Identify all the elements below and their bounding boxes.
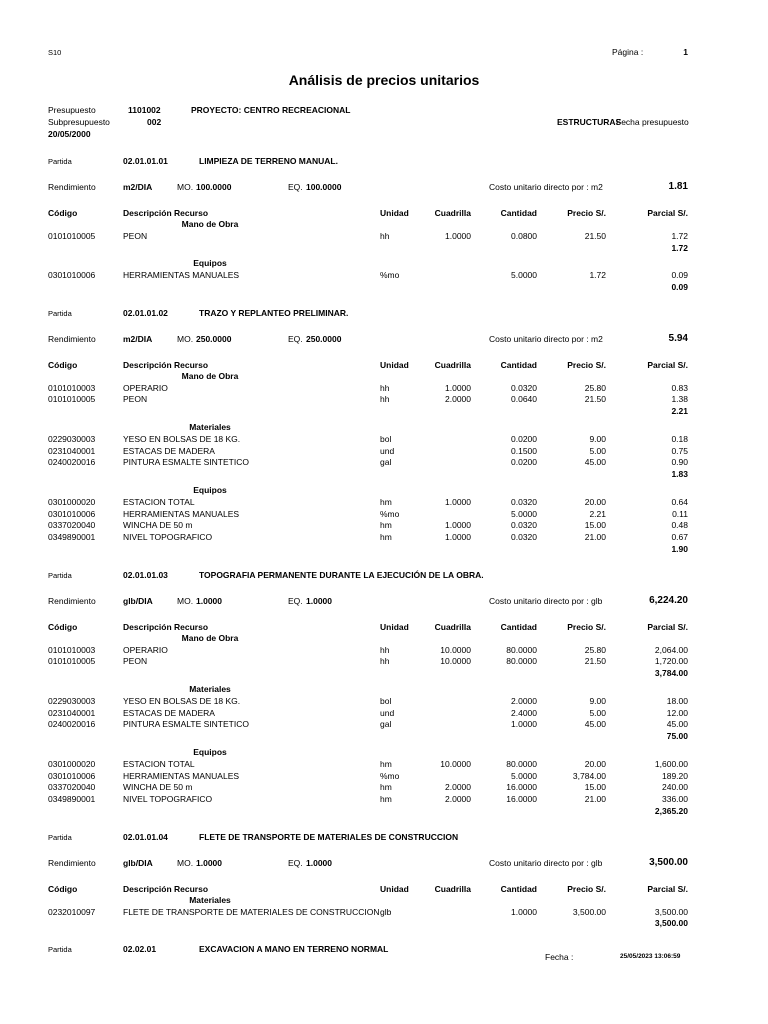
item-parcial: 0.48 xyxy=(671,520,688,531)
item-code: 0101010005 xyxy=(48,230,96,241)
item-desc: OPERARIO xyxy=(123,644,168,655)
item-parcial: 189.20 xyxy=(662,770,688,781)
col-unidad: Unidad xyxy=(380,621,409,632)
item-precio: 21.50 xyxy=(584,230,606,241)
item-desc: OPERARIO xyxy=(123,382,168,393)
item-code: 0101010003 xyxy=(48,644,96,655)
item-desc: PEON xyxy=(123,230,148,241)
mo-label: MO. xyxy=(177,182,194,192)
unit-cost: 3,500.00 xyxy=(649,856,688,868)
fecha-presupuesto-label: Fecha presupuesto xyxy=(616,117,689,127)
eq-value: 100.0000 xyxy=(306,182,342,192)
item-desc: PEON xyxy=(123,394,148,405)
item-cantidad: 0.0320 xyxy=(511,520,537,531)
item-precio: 25.80 xyxy=(584,382,606,393)
subpresupuesto-name: ESTRUCTURAS xyxy=(557,117,622,127)
item-cuadrilla: 10.0000 xyxy=(440,758,471,769)
col-descripcion: Descripción Recurso xyxy=(123,883,209,894)
item-cantidad: 80.0000 xyxy=(506,656,537,667)
item-code: 0101010005 xyxy=(48,394,96,405)
item-cuadrilla: 1.0000 xyxy=(445,520,471,531)
item-desc: PEON xyxy=(123,656,148,667)
eq-value: 1.0000 xyxy=(306,595,332,606)
item-precio: 5.00 xyxy=(589,707,606,718)
col-cantidad: Cantidad xyxy=(500,208,537,218)
group-title: Mano de Obra xyxy=(181,370,239,381)
col-descripcion: Descripción Recurso xyxy=(123,208,209,218)
item-cantidad: 80.0000 xyxy=(506,758,537,769)
item-unit: hm xyxy=(380,794,392,805)
group-title: Mano de Obra xyxy=(181,219,239,229)
group-subtotal: 1.72 xyxy=(671,242,688,253)
item-desc: NIVEL TOPOGRAFICO xyxy=(123,794,213,805)
project-name: PROYECTO: CENTRO RECREACIONAL xyxy=(191,105,351,115)
rendimiento-unit: glb/DIA xyxy=(123,595,153,606)
col-unidad: Unidad xyxy=(380,883,409,894)
eq-label: EQ. xyxy=(288,182,303,192)
col-cuadrilla: Cuadrilla xyxy=(434,359,471,370)
col-descripcion: Descripción Recurso xyxy=(123,621,209,632)
rendimiento-unit: glb/DIA xyxy=(123,857,153,868)
group-title: Materiales xyxy=(189,422,231,432)
item-cantidad: 80.0000 xyxy=(506,644,537,655)
partida-code: 02.02.01 xyxy=(123,944,157,955)
item-unit: hh xyxy=(380,656,390,667)
group-subtotal: 3,500.00 xyxy=(654,918,688,929)
item-cuadrilla: 2.0000 xyxy=(445,394,471,405)
rendimiento-label: Rendimiento xyxy=(48,595,96,606)
partida-code: 02.01.01.01 xyxy=(123,156,168,166)
item-parcial: 240.00 xyxy=(662,782,688,793)
item-precio: 21.50 xyxy=(584,394,606,405)
unit-cost: 5.94 xyxy=(668,332,688,344)
col-unidad: Unidad xyxy=(380,359,409,370)
rendimiento-label: Rendimiento xyxy=(48,182,96,192)
item-unit: und xyxy=(380,707,395,718)
item-desc: NIVEL TOPOGRAFICO xyxy=(123,532,213,543)
col-cuadrilla: Cuadrilla xyxy=(434,621,471,632)
eq-label: EQ. xyxy=(288,857,303,868)
item-precio: 5.00 xyxy=(589,445,606,456)
partida-name: TOPOGRAFIA PERMANENTE DURANTE LA EJECUCIÓN DE LA OBRA. xyxy=(199,569,484,580)
col-precio: Precio S/. xyxy=(567,208,606,218)
mo-label: MO. xyxy=(177,857,194,868)
group-subtotal: 2,365.20 xyxy=(654,806,688,816)
page-title: Análisis de precios unitarios xyxy=(288,72,480,88)
item-cuadrilla: 10.0000 xyxy=(440,644,471,655)
item-code: 0301010006 xyxy=(48,270,96,281)
item-cuadrilla: 1.0000 xyxy=(445,496,471,507)
item-unit: hh xyxy=(380,382,390,393)
item-parcial: 0.67 xyxy=(671,532,688,543)
item-parcial: 1.38 xyxy=(671,394,688,405)
partida-code: 02.01.01.04 xyxy=(123,831,168,842)
item-code: 0231040001 xyxy=(48,707,96,718)
eq-label: EQ. xyxy=(288,595,303,606)
col-parcial: Parcial S/. xyxy=(647,359,688,370)
item-cuadrilla: 1.0000 xyxy=(445,532,471,543)
mo-value: 250.0000 xyxy=(196,333,232,344)
col-descripcion: Descripción Recurso xyxy=(123,359,209,370)
cost-label: Costo unitario directo por : glb xyxy=(489,595,603,606)
item-unit: gal xyxy=(380,457,392,468)
item-unit: hm xyxy=(380,758,392,769)
item-cuadrilla: 1.0000 xyxy=(445,382,471,393)
item-unit: glb xyxy=(380,906,392,917)
group-title: Equipos xyxy=(193,747,227,757)
item-unit: %mo xyxy=(380,770,400,781)
subpresupuesto-code: 002 xyxy=(147,117,162,127)
presupuesto-code: 1101002 xyxy=(128,105,161,115)
col-codigo: Código xyxy=(48,621,78,632)
group-subtotal: 0.09 xyxy=(671,282,688,292)
item-unit: hm xyxy=(380,782,392,793)
col-precio: Precio S/. xyxy=(567,621,606,632)
item-desc: YESO EN BOLSAS DE 18 KG. xyxy=(123,433,241,444)
item-cantidad: 1.0000 xyxy=(511,906,537,917)
item-desc: YESO EN BOLSAS DE 18 KG. xyxy=(123,695,241,706)
item-parcial: 0.83 xyxy=(671,382,688,393)
col-codigo: Código xyxy=(48,208,78,218)
item-cantidad: 16.0000 xyxy=(506,782,537,793)
group-title: Materiales xyxy=(189,684,231,694)
unit-cost: 1.81 xyxy=(668,181,688,192)
partida-code: 02.01.01.02 xyxy=(123,307,168,318)
rendimiento-label: Rendimiento xyxy=(48,857,96,868)
mo-label: MO. xyxy=(177,595,194,606)
item-cantidad: 16.0000 xyxy=(506,794,537,805)
col-parcial: Parcial S/. xyxy=(647,883,688,894)
item-cantidad: 0.1500 xyxy=(511,445,537,456)
partida-name: FLETE DE TRANSPORTE DE MATERIALES DE CONSTRUCCION xyxy=(199,831,459,842)
item-precio: 1.72 xyxy=(589,270,606,281)
item-code: 0349890001 xyxy=(48,532,96,543)
item-unit: bol xyxy=(380,695,392,706)
footer-fecha: 25/05/2023 13:06:59 xyxy=(620,953,681,960)
item-desc: HERRAMIENTAS MANUALES xyxy=(123,508,240,519)
partida-label: Partida xyxy=(48,308,72,318)
cost-label: Costo unitario directo por : m2 xyxy=(489,333,603,344)
col-precio: Precio S/. xyxy=(567,883,606,894)
item-parcial: 1,600.00 xyxy=(654,758,688,769)
group-title: Mano de Obra xyxy=(181,632,239,643)
item-code: 0301010006 xyxy=(48,508,96,519)
item-code: 0301000020 xyxy=(48,496,96,507)
item-parcial: 45.00 xyxy=(666,719,688,730)
item-precio: 45.00 xyxy=(584,719,606,730)
item-precio: 15.00 xyxy=(584,520,606,531)
item-cantidad: 0.0320 xyxy=(511,532,537,543)
footer-fecha-label: Fecha : xyxy=(545,952,574,962)
rendimiento-unit: m2/DIA xyxy=(123,182,153,192)
item-desc: FLETE DE TRANSPORTE DE MATERIALES DE CONSTRUCCION xyxy=(123,906,380,917)
item-precio: 21.50 xyxy=(584,656,606,667)
item-cantidad: 5.0000 xyxy=(511,270,537,281)
item-precio: 9.00 xyxy=(589,695,606,706)
item-precio: 9.00 xyxy=(589,433,606,444)
item-precio: 20.00 xyxy=(584,758,606,769)
col-precio: Precio S/. xyxy=(567,359,606,370)
fecha-presupuesto: 20/05/2000 xyxy=(48,129,91,139)
col-cuadrilla: Cuadrilla xyxy=(434,883,471,894)
item-unit: %mo xyxy=(380,270,400,281)
item-code: 0337020040 xyxy=(48,520,96,531)
item-parcial: 18.00 xyxy=(666,695,688,706)
col-codigo: Código xyxy=(48,883,78,894)
partida-label: Partida xyxy=(48,945,72,955)
item-code: 0337020040 xyxy=(48,782,96,793)
rendimiento-unit: m2/DIA xyxy=(123,333,153,344)
mo-value: 1.0000 xyxy=(196,857,222,868)
page-number: 1 xyxy=(683,47,688,57)
partida-label: Partida xyxy=(48,570,72,580)
item-cantidad: 0.0320 xyxy=(511,382,537,393)
item-parcial: 3,500.00 xyxy=(654,906,688,917)
item-unit: hh xyxy=(380,394,390,405)
item-cantidad: 0.0200 xyxy=(511,457,537,468)
eq-label: EQ. xyxy=(288,333,303,344)
cost-label: Costo unitario directo por : glb xyxy=(489,857,603,868)
group-subtotal: 3,784.00 xyxy=(654,668,688,679)
item-precio: 15.00 xyxy=(584,782,606,793)
item-parcial: 12.00 xyxy=(666,707,688,718)
item-parcial: 0.09 xyxy=(671,270,688,281)
item-parcial: 336.00 xyxy=(662,794,688,805)
item-code: 0349890001 xyxy=(48,794,96,805)
col-cuadrilla: Cuadrilla xyxy=(434,208,471,218)
item-unit: %mo xyxy=(380,508,400,519)
item-desc: ESTACAS DE MADERA xyxy=(123,707,215,718)
col-cantidad: Cantidad xyxy=(500,359,537,370)
item-precio: 3,784.00 xyxy=(572,770,606,781)
item-parcial: 0.75 xyxy=(671,445,688,456)
item-code: 0240020016 xyxy=(48,719,96,730)
item-precio: 25.80 xyxy=(584,644,606,655)
group-title: Materiales xyxy=(189,894,231,905)
item-cantidad: 0.0800 xyxy=(511,230,537,241)
partida-label: Partida xyxy=(48,832,72,842)
rendimiento-label: Rendimiento xyxy=(48,333,96,344)
item-unit: hm xyxy=(380,532,392,543)
item-code: 0229030003 xyxy=(48,433,96,444)
item-parcial: 2,064.00 xyxy=(654,644,688,655)
col-unidad: Unidad xyxy=(380,208,409,218)
item-cantidad: 0.0200 xyxy=(511,433,537,444)
presupuesto-label: Presupuesto xyxy=(48,105,96,115)
group-title: Equipos xyxy=(193,258,227,269)
item-precio: 2.21 xyxy=(589,508,606,519)
item-cantidad: 5.0000 xyxy=(511,770,537,781)
item-cuadrilla: 10.0000 xyxy=(440,656,471,667)
item-code: 0240020016 xyxy=(48,457,96,468)
eq-value: 1.0000 xyxy=(306,857,332,868)
item-cantidad: 2.0000 xyxy=(511,695,537,706)
item-unit: hm xyxy=(380,496,392,507)
item-unit: gal xyxy=(380,719,392,730)
group-title: Equipos xyxy=(193,485,227,495)
item-precio: 20.00 xyxy=(584,496,606,507)
item-precio: 21.00 xyxy=(584,532,606,543)
item-cuadrilla: 2.0000 xyxy=(445,782,471,793)
col-cantidad: Cantidad xyxy=(500,883,537,894)
partida-name: TRAZO Y REPLANTEO PRELIMINAR. xyxy=(199,307,349,318)
item-unit: und xyxy=(380,445,395,456)
item-parcial: 1,720.00 xyxy=(654,656,688,667)
col-parcial: Parcial S/. xyxy=(647,621,688,632)
item-desc: PINTURA ESMALTE SINTETICO xyxy=(123,719,249,730)
partida-name: LIMPIEZA DE TERRENO MANUAL. xyxy=(199,156,338,166)
partida-name: EXCAVACION A MANO EN TERRENO NORMAL xyxy=(199,944,389,955)
partida-code: 02.01.01.03 xyxy=(123,569,168,580)
item-parcial: 1.72 xyxy=(671,230,688,241)
item-code: 0101010005 xyxy=(48,656,96,667)
item-cuadrilla: 2.0000 xyxy=(445,794,471,805)
item-code: 0301010006 xyxy=(48,770,96,781)
item-parcial: 0.11 xyxy=(672,508,688,519)
item-desc: WINCHA DE 50 m xyxy=(123,520,193,531)
item-precio: 3,500.00 xyxy=(572,906,606,917)
col-parcial: Parcial S/. xyxy=(647,208,688,218)
col-codigo: Código xyxy=(48,359,78,370)
item-cantidad: 5.0000 xyxy=(511,508,537,519)
item-precio: 21.00 xyxy=(584,794,606,805)
page-label: Página : xyxy=(612,47,644,57)
item-code: 0101010003 xyxy=(48,382,96,393)
item-desc: WINCHA DE 50 m xyxy=(123,782,193,793)
item-code: 0232010097 xyxy=(48,906,96,917)
item-unit: hm xyxy=(380,520,392,531)
item-precio: 45.00 xyxy=(584,457,606,468)
item-cantidad: 1.0000 xyxy=(511,719,537,730)
item-parcial: 0.90 xyxy=(671,457,688,468)
group-subtotal: 1.90 xyxy=(671,544,688,554)
item-desc: HERRAMIENTAS MANUALES xyxy=(123,270,240,281)
mo-label: MO. xyxy=(177,333,194,344)
item-desc: ESTACION TOTAL xyxy=(123,496,195,507)
item-parcial: 0.64 xyxy=(671,496,688,507)
col-cantidad: Cantidad xyxy=(500,621,537,632)
item-unit: hh xyxy=(380,644,390,655)
cost-label: Costo unitario directo por : m2 xyxy=(489,182,603,192)
unit-cost: 6,224.20 xyxy=(649,594,688,606)
mo-value: 100.0000 xyxy=(196,182,232,192)
mo-value: 1.0000 xyxy=(196,595,222,606)
item-code: 0231040001 xyxy=(48,445,96,456)
item-desc: PINTURA ESMALTE SINTETICO xyxy=(123,457,249,468)
subpresupuesto-label: Subpresupuesto xyxy=(48,117,110,127)
group-subtotal: 2.21 xyxy=(671,406,688,417)
item-desc: HERRAMIENTAS MANUALES xyxy=(123,770,240,781)
group-subtotal: 75.00 xyxy=(666,731,688,742)
item-parcial: 0.18 xyxy=(671,433,688,444)
partida-label: Partida xyxy=(48,157,72,166)
item-code: 0229030003 xyxy=(48,695,96,706)
item-cantidad: 0.0320 xyxy=(511,496,537,507)
group-subtotal: 1.83 xyxy=(671,469,688,480)
item-cuadrilla: 1.0000 xyxy=(445,230,471,241)
report-code: S10 xyxy=(48,48,62,57)
item-unit: bol xyxy=(380,433,392,444)
item-desc: ESTACION TOTAL xyxy=(123,758,195,769)
item-desc: ESTACAS DE MADERA xyxy=(123,445,215,456)
item-cantidad: 2.4000 xyxy=(511,707,537,718)
item-cantidad: 0.0640 xyxy=(511,394,537,405)
item-unit: hh xyxy=(380,230,390,241)
eq-value: 250.0000 xyxy=(306,333,342,344)
item-code: 0301000020 xyxy=(48,758,96,769)
